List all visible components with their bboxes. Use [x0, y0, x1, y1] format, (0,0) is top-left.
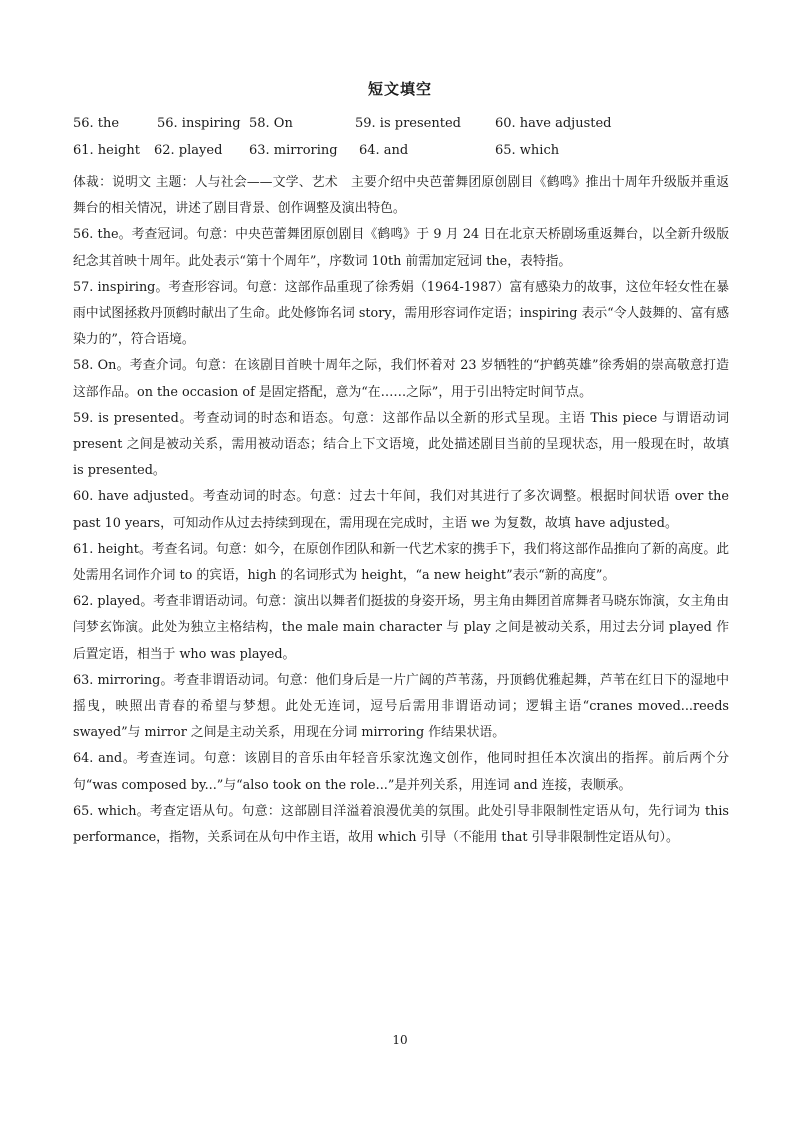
answer-57: 56. inspiring: [157, 116, 241, 131]
explanation-57: 57. inspiring。考查形容词。句意：这部作品重现了徐秀娟（1964-1987）富有感染力的故事，这位年轻女性在暴雨中试图拯救丹顶鹤时献出了生命。此处修饰名词 story，需用形容词作定语；inspiring 表示“令人鼓舞的、富有感染力的”，符合语境。: [73, 279, 729, 348]
explanation-62: 62. played。考查非谓语动词。句意：演出以舞者们挺拔的身姿开场，男主角由舞团首席舞者马晓东饰演，女主角由闫梦玄饰演。此处为独立主格结构，the male main character 与 play 之间是被动关系，用过去分词 played 作后置定语，相当于 who was played。: [73, 594, 729, 662]
explanation-58: 58. On。考查介词。句意：在该剧目首映十周年之际，我们怀着对 23 岁牺牲的“护鹤英雄”徐秀娟的崇高敬意打造这部作品。on the occasion of 是固定搭配，意为“在……之际”，用于引出特定时间节点。: [73, 358, 729, 400]
explanation-59: 59. is presented。考查动词的时态和语态。句意：这部作品以全新的形式呈现。主语 This piece 与谓语动词 present 之间是被动关系，需用被动语态；结合上下文语境，此处描述剧目当前的呈现状态，用一般现在时，故填 is presented。: [73, 410, 729, 479]
answer-key: [73, 116, 733, 170]
explanation-body: [73, 170, 729, 851]
answer-60: 60. have adjusted: [495, 116, 612, 131]
explanation-65: 65. which。考查定语从句。句意：这部剧目洋溢着浪漫优美的氛围。此处引导非限制性定语从句，先行词为 this performance，指物，关系词在从句中作主语，故用 which 引导（不能用 that 引导非限制性定语从句）。: [73, 803, 729, 846]
answer-63: 63. mirroring: [249, 143, 338, 158]
answer-59: 59. is presented: [355, 116, 461, 131]
explanation-60: 60. have adjusted。考查动词的时态。句意：过去十年间，我们对其进行了多次调整。根据时间状语 over the past 10 years，可知动作从过去持续到现在，需用现在完成时，主语 we 为复数，故填 have adjusted。: [73, 489, 729, 531]
answer-62: 62. played: [154, 143, 223, 158]
answer-64: 64. and: [359, 143, 409, 158]
answer-61: 61. height: [73, 143, 140, 158]
answer-56: 56. the: [73, 116, 120, 131]
page-number: 10: [392, 1033, 408, 1047]
explanation-61: 61. height。考查名词。句意：如今，在原创作团队和新一代艺术家的携手下，我们将这部作品推向了新的高度。此处需用名词作介词 to 的宾语，high 的名词形式为 height，“a new height”表示“新的高度”。: [73, 541, 729, 584]
explanation-56: 56. the。考查冠词。句意：中央芭蕾舞团原创剧目《鹤鸣》于 9 月 24 日在北京天桥剧场重返舞台，以全新升级版纪念其首映十周年。此处表示“第十个周年”，序数词 10th 前需加定冠词 the，表特指。: [73, 227, 729, 269]
answer-row: [73, 116, 733, 143]
answer-row: [73, 143, 733, 170]
explanation-63: 63. mirroring。考查非谓语动词。句意：他们身后是一片广阔的芦苇荡，丹顶鹤优雅起舞，芦苇在红日下的湿地中摇曳，映照出青春的希望与梦想。此处无连词，逗号后需用非谓语动词；逻辑主语“cranes moved...reeds swayed”与 mirror 之间是主动关系，用现在分词 mirroring 作结果状语。: [73, 672, 729, 741]
answer-65: 65. which: [495, 143, 560, 158]
answer-58: 58. On: [249, 116, 293, 131]
section-title: 短文填空: [367, 80, 432, 98]
explanation-64: 64. and。考查连词。句意：该剧目的音乐由年轻音乐家沈逸文创作，他同时担任本次演出的指挥。前后两个分句“was composed by...”与“also took on the role...”是并列关系，用连词 and 连接，表顺承。: [73, 751, 729, 793]
passage-summary: 体裁：说明文 主题：人与社会——文学、艺术 主要介绍中央芭蕾舞团原创剧目《鹤鸣》推出十周年升级版并重返舞台的相关情况，讲述了剧目背景、创作调整及演出特色。: [73, 175, 729, 217]
